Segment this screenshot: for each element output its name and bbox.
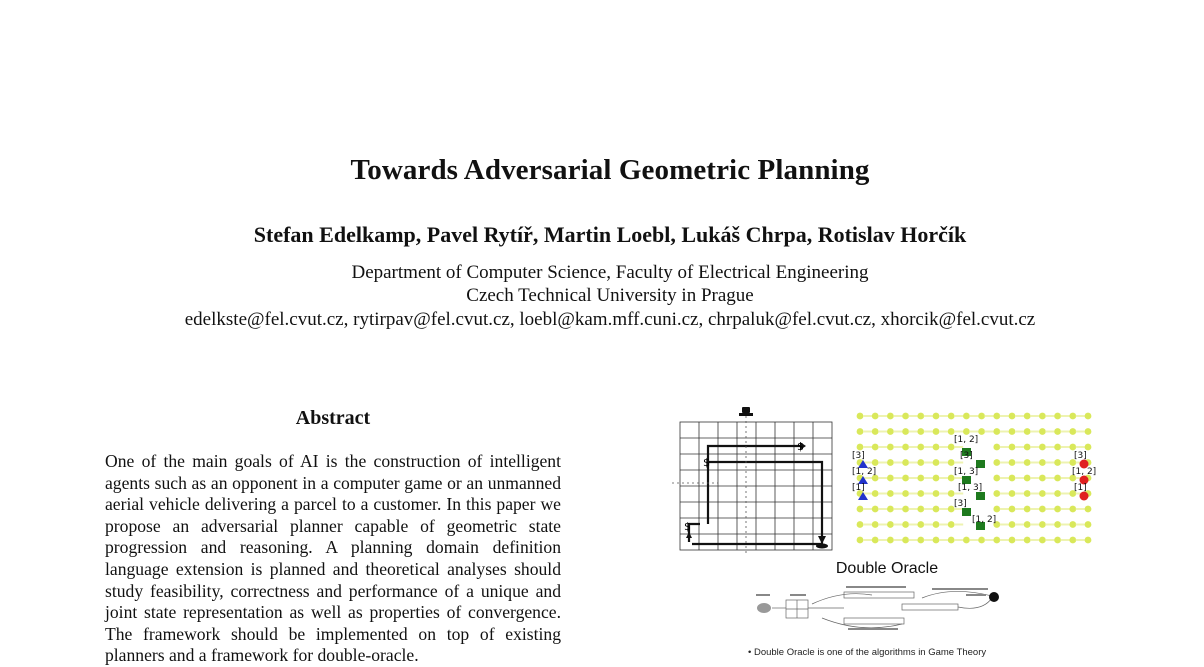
yellow-dot bbox=[1024, 444, 1031, 451]
dot-link bbox=[954, 462, 963, 464]
ctf-label: [3] bbox=[1074, 451, 1087, 461]
yellow-dot bbox=[1024, 521, 1031, 528]
yellow-dot bbox=[1024, 537, 1031, 544]
affiliation-university: Czech Technical University in Prague bbox=[466, 285, 754, 306]
yellow-dot bbox=[1054, 475, 1061, 482]
yellow-dot bbox=[1054, 506, 1061, 513]
yellow-dot bbox=[963, 428, 970, 435]
dot-link bbox=[1000, 462, 1009, 464]
dot-link bbox=[863, 415, 872, 417]
dot-link bbox=[924, 493, 933, 495]
dot-link bbox=[939, 477, 948, 479]
yellow-dot bbox=[993, 444, 1000, 451]
dot-link bbox=[1061, 431, 1070, 433]
ctf-label: [1, 2] bbox=[954, 435, 979, 445]
dot-link bbox=[924, 508, 933, 510]
dot-link bbox=[1076, 415, 1085, 417]
yellow-dot bbox=[1009, 506, 1016, 513]
yellow-dot bbox=[902, 475, 909, 482]
yellow-dot bbox=[917, 459, 924, 466]
dot-link bbox=[863, 431, 872, 433]
yellow-dot bbox=[1024, 475, 1031, 482]
yellow-dot bbox=[1039, 490, 1046, 497]
yellow-dot bbox=[902, 428, 909, 435]
dot-link bbox=[1030, 524, 1039, 526]
dot-link bbox=[1030, 415, 1039, 417]
yellow-dot bbox=[1085, 428, 1092, 435]
yellow-dot bbox=[902, 459, 909, 466]
dot-link bbox=[1030, 493, 1039, 495]
dot-link bbox=[924, 446, 933, 448]
yellow-dot bbox=[917, 475, 924, 482]
yellow-dot bbox=[902, 521, 909, 528]
yellow-dot bbox=[917, 428, 924, 435]
dot-link bbox=[878, 493, 887, 495]
yellow-dot bbox=[1039, 428, 1046, 435]
dot-link bbox=[924, 477, 933, 479]
yellow-dot bbox=[1039, 537, 1046, 544]
caption-bullet-icon: • bbox=[748, 647, 752, 658]
dot-link bbox=[1045, 524, 1054, 526]
dot-link bbox=[1030, 508, 1039, 510]
dot-link bbox=[909, 431, 918, 433]
yellow-dot bbox=[887, 444, 894, 451]
dot-link bbox=[1015, 524, 1024, 526]
dot-link bbox=[909, 462, 918, 464]
yellow-dot bbox=[1024, 506, 1031, 513]
yellow-dot bbox=[887, 521, 894, 528]
dot-link bbox=[969, 431, 978, 433]
dot-link bbox=[1045, 508, 1054, 510]
dot-link bbox=[878, 508, 887, 510]
dot-link bbox=[1045, 415, 1054, 417]
dot-link bbox=[939, 446, 948, 448]
yellow-dot bbox=[917, 444, 924, 451]
dot-link bbox=[878, 431, 887, 433]
ctf-label: [1] bbox=[852, 483, 865, 493]
yellow-dot bbox=[1085, 413, 1092, 420]
yellow-dot bbox=[1085, 537, 1092, 544]
yellow-dot bbox=[887, 490, 894, 497]
yellow-dot bbox=[857, 537, 864, 544]
grid-route-figure bbox=[672, 404, 836, 556]
dot-link bbox=[893, 415, 902, 417]
dot-grid-figure bbox=[850, 408, 1100, 554]
yellow-dot bbox=[917, 537, 924, 544]
dot-link bbox=[878, 415, 887, 417]
yellow-dot bbox=[1024, 413, 1031, 420]
dot-link bbox=[909, 415, 918, 417]
yellow-dot bbox=[933, 428, 940, 435]
dot-link bbox=[1015, 415, 1024, 417]
figure-title: Double Oracle bbox=[835, 560, 939, 577]
dot-link bbox=[1045, 539, 1054, 541]
dot-link bbox=[1061, 508, 1070, 510]
dot-link bbox=[1061, 524, 1070, 526]
yellow-dot bbox=[887, 413, 894, 420]
yellow-dot bbox=[963, 413, 970, 420]
double-oracle-flow-diagram bbox=[752, 584, 1032, 640]
dot-link bbox=[1015, 477, 1024, 479]
dot-link bbox=[1045, 493, 1054, 495]
red-dots bbox=[1080, 460, 1089, 501]
ctf-label: [1, 2] bbox=[972, 515, 997, 525]
yellow-dot bbox=[872, 521, 879, 528]
dot-link bbox=[954, 415, 963, 417]
dot-link bbox=[939, 524, 948, 526]
dot-link bbox=[1000, 493, 1009, 495]
dot-link bbox=[1015, 539, 1024, 541]
dot-link bbox=[939, 508, 948, 510]
dot-link bbox=[893, 446, 902, 448]
yellow-dot bbox=[933, 521, 940, 528]
yellow-dot bbox=[872, 506, 879, 513]
dot-link bbox=[893, 493, 902, 495]
yellow-dot bbox=[902, 413, 909, 420]
dot-link bbox=[954, 477, 963, 479]
yellow-dot bbox=[1009, 490, 1016, 497]
abstract-body: One of the main goals of AI is the construction of intelligent agents such as an opponent in a computer game or an unmanned aerial vehicle delivering a parcel to a customer. In this paper we propose an adversarial planner capable of geometric state progression and reasoning. A planning domain definition language extension is planned and theoretical analyses should study feasibility, correctness and performance of a unique and joint state representation as well as properties of convergence. The framework should be implemented on top of existing planners and a framework for double-oracle. bbox=[105, 451, 561, 666]
dot-link bbox=[863, 524, 872, 526]
yellow-dot bbox=[1039, 413, 1046, 420]
dot-link bbox=[1061, 539, 1070, 541]
yellow-dot bbox=[872, 537, 879, 544]
yellow-dot bbox=[887, 459, 894, 466]
yellow-dot bbox=[1039, 506, 1046, 513]
yellow-dot bbox=[993, 475, 1000, 482]
yellow-dot bbox=[1054, 537, 1061, 544]
yellow-dot bbox=[948, 413, 955, 420]
yellow-dot bbox=[887, 537, 894, 544]
dot-link bbox=[1000, 446, 1009, 448]
yellow-dot bbox=[1009, 475, 1016, 482]
affiliation-department: Department of Computer Science, Faculty of Electrical Engineering bbox=[351, 262, 869, 283]
dot-link bbox=[939, 462, 948, 464]
yellow-dot bbox=[857, 444, 864, 451]
dot-link bbox=[1076, 508, 1085, 510]
dot-link bbox=[893, 539, 902, 541]
caption-text: Double Oracle is one of the algorithms in Game Theory bbox=[753, 647, 987, 658]
dot-link bbox=[909, 477, 918, 479]
yellow-dot bbox=[948, 490, 955, 497]
ctf-label: [1, 2] bbox=[852, 467, 877, 477]
yellow-dot bbox=[1009, 444, 1016, 451]
dot-link bbox=[1015, 508, 1024, 510]
yellow-dot bbox=[1054, 459, 1061, 466]
dot-link bbox=[939, 493, 948, 495]
dot-link bbox=[863, 508, 872, 510]
dot-link bbox=[924, 524, 933, 526]
ctf-label: [1, 3] bbox=[954, 467, 979, 477]
dot-link bbox=[1000, 477, 1009, 479]
yellow-dot bbox=[1009, 413, 1016, 420]
yellow-dot bbox=[948, 428, 955, 435]
dot-link bbox=[893, 508, 902, 510]
yellow-dot bbox=[1069, 537, 1076, 544]
dot-link bbox=[1030, 539, 1039, 541]
yellow-dot bbox=[887, 506, 894, 513]
yellow-dot bbox=[993, 413, 1000, 420]
landing-icon bbox=[816, 544, 828, 549]
yellow-dot bbox=[1069, 428, 1076, 435]
author-emails: edelkste@fel.cvut.cz, rytirpav@fel.cvut.cz, loebl@kam.mff.cuni.cz, chrpaluk@fel.cvut.cz, xhorcik@fel.cvut.cz bbox=[184, 309, 1036, 330]
ctf-label: [3] bbox=[954, 499, 967, 509]
figure-caption bbox=[748, 647, 986, 658]
ctf-label: [1, 3] bbox=[958, 483, 983, 493]
dot-link bbox=[1030, 462, 1039, 464]
dot-link bbox=[893, 524, 902, 526]
yellow-dot bbox=[887, 475, 894, 482]
yellow-dot bbox=[1069, 521, 1076, 528]
yellow-dot bbox=[933, 459, 940, 466]
yellow-dot bbox=[857, 521, 864, 528]
yellow-dot bbox=[933, 475, 940, 482]
grid-dollar-1: $ bbox=[703, 456, 710, 469]
dot-link bbox=[1000, 431, 1009, 433]
ctf-label: [3] bbox=[852, 451, 865, 461]
yellow-dot bbox=[948, 537, 955, 544]
yellow-dot bbox=[948, 521, 955, 528]
abstract-heading: Abstract bbox=[295, 407, 371, 429]
yellow-dot bbox=[872, 444, 879, 451]
dot-link bbox=[1030, 431, 1039, 433]
yellow-dot bbox=[1024, 428, 1031, 435]
yellow-dot bbox=[1069, 413, 1076, 420]
yellow-dot bbox=[872, 490, 879, 497]
yellow-dot bbox=[857, 428, 864, 435]
dot-link bbox=[878, 462, 887, 464]
dot-link bbox=[1076, 446, 1085, 448]
dot-link bbox=[985, 539, 994, 541]
dot-link bbox=[909, 508, 918, 510]
yellow-dot bbox=[993, 490, 1000, 497]
dot-link bbox=[1076, 539, 1085, 541]
yellow-dot bbox=[917, 521, 924, 528]
dot-link bbox=[1030, 446, 1039, 448]
dot-link bbox=[878, 477, 887, 479]
yellow-dot bbox=[1039, 475, 1046, 482]
yellow-dot bbox=[1024, 459, 1031, 466]
yellow-dot bbox=[933, 537, 940, 544]
dot-link bbox=[1045, 446, 1054, 448]
dot-link bbox=[1000, 508, 1009, 510]
dot-link bbox=[1015, 431, 1024, 433]
dot-link bbox=[954, 446, 963, 448]
dot-link bbox=[1061, 446, 1070, 448]
dot-link bbox=[909, 446, 918, 448]
yellow-dot bbox=[948, 459, 955, 466]
dot-link bbox=[1000, 415, 1009, 417]
dot-link bbox=[954, 524, 963, 526]
yellow-dot bbox=[917, 413, 924, 420]
yellow-dot bbox=[978, 413, 985, 420]
dot-link bbox=[924, 539, 933, 541]
ctf-label: [1, 2] bbox=[1072, 467, 1097, 477]
dot-link bbox=[909, 493, 918, 495]
yellow-dot bbox=[917, 490, 924, 497]
ctf-label: [3] bbox=[960, 451, 973, 461]
yellow-dot bbox=[963, 537, 970, 544]
yellow-dot bbox=[1009, 459, 1016, 466]
yellow-dot bbox=[902, 506, 909, 513]
yellow-dot bbox=[902, 444, 909, 451]
dot-link bbox=[1000, 539, 1009, 541]
dot-link bbox=[893, 431, 902, 433]
yellow-dot bbox=[1009, 537, 1016, 544]
yellow-dot bbox=[1009, 521, 1016, 528]
dot-link bbox=[1061, 493, 1070, 495]
yellow-dot bbox=[872, 413, 879, 420]
dot-link bbox=[924, 462, 933, 464]
yellow-dot bbox=[887, 428, 894, 435]
dot-link bbox=[1076, 431, 1085, 433]
ctf-label: [1] bbox=[1074, 483, 1087, 493]
yellow-dot bbox=[1054, 521, 1061, 528]
dot-link bbox=[878, 446, 887, 448]
dot-link bbox=[1045, 477, 1054, 479]
yellow-dot bbox=[872, 459, 879, 466]
dot-link bbox=[969, 539, 978, 541]
yellow-dot bbox=[1054, 428, 1061, 435]
yellow-dot bbox=[1069, 444, 1076, 451]
dot-link bbox=[878, 539, 887, 541]
dot-link bbox=[909, 539, 918, 541]
yellow-dot bbox=[1024, 490, 1031, 497]
yellow-dot bbox=[872, 428, 879, 435]
dot-link bbox=[1000, 524, 1009, 526]
dot-link bbox=[893, 462, 902, 464]
dot-link bbox=[954, 431, 963, 433]
yellow-dot bbox=[902, 490, 909, 497]
dot-link bbox=[1061, 415, 1070, 417]
dot-link bbox=[863, 446, 872, 448]
dot-link bbox=[939, 415, 948, 417]
yellow-dot bbox=[933, 490, 940, 497]
yellow-dot bbox=[857, 506, 864, 513]
dot-link bbox=[1030, 477, 1039, 479]
dot-link bbox=[954, 539, 963, 541]
yellow-dot bbox=[857, 413, 864, 420]
dot-link bbox=[1045, 431, 1054, 433]
yellow-dot bbox=[1054, 490, 1061, 497]
dot-link bbox=[985, 415, 994, 417]
grid-lines bbox=[680, 422, 832, 550]
yellow-dot bbox=[1054, 413, 1061, 420]
yellow-dot bbox=[993, 428, 1000, 435]
yellow-dot bbox=[1069, 506, 1076, 513]
dot-link bbox=[924, 431, 933, 433]
dot-link bbox=[939, 539, 948, 541]
grid-dollar-3: $ bbox=[684, 520, 691, 533]
yellow-dot bbox=[1039, 459, 1046, 466]
dot-link bbox=[909, 524, 918, 526]
yellow-dot bbox=[1085, 521, 1092, 528]
grid-dollar-2: $ bbox=[797, 440, 804, 453]
yellow-dot bbox=[1009, 428, 1016, 435]
paper-title: Towards Adversarial Geometric Planning bbox=[350, 154, 870, 186]
dot-link bbox=[1045, 462, 1054, 464]
dot-link bbox=[1076, 524, 1085, 526]
dot-link bbox=[1061, 477, 1070, 479]
dot-link bbox=[969, 415, 978, 417]
dot-link bbox=[893, 477, 902, 479]
dot-link bbox=[878, 524, 887, 526]
dot-link bbox=[939, 431, 948, 433]
yellow-dot bbox=[933, 444, 940, 451]
yellow-dot bbox=[902, 537, 909, 544]
yellow-dot bbox=[1085, 444, 1092, 451]
yellow-dot bbox=[978, 537, 985, 544]
dot-link bbox=[1015, 462, 1024, 464]
yellow-dot bbox=[933, 506, 940, 513]
dot-link bbox=[1061, 462, 1070, 464]
dot-link bbox=[1015, 446, 1024, 448]
yellow-dot bbox=[1039, 521, 1046, 528]
yellow-dot bbox=[993, 537, 1000, 544]
dot-link bbox=[863, 539, 872, 541]
yellow-dot bbox=[978, 428, 985, 435]
drone-icon bbox=[739, 407, 753, 416]
yellow-dot bbox=[1039, 444, 1046, 451]
yellow-dot bbox=[917, 506, 924, 513]
yellow-dot bbox=[993, 506, 1000, 513]
yellow-dot bbox=[1085, 506, 1092, 513]
dot-link bbox=[1015, 493, 1024, 495]
yellow-dot bbox=[1054, 444, 1061, 451]
dot-link bbox=[985, 431, 994, 433]
dot-link bbox=[924, 415, 933, 417]
yellow-dot bbox=[933, 413, 940, 420]
paper-authors: Stefan Edelkamp, Pavel Rytíř, Martin Loebl, Lukáš Chrpa, Rotislav Horčík bbox=[253, 222, 967, 247]
yellow-dot bbox=[993, 459, 1000, 466]
